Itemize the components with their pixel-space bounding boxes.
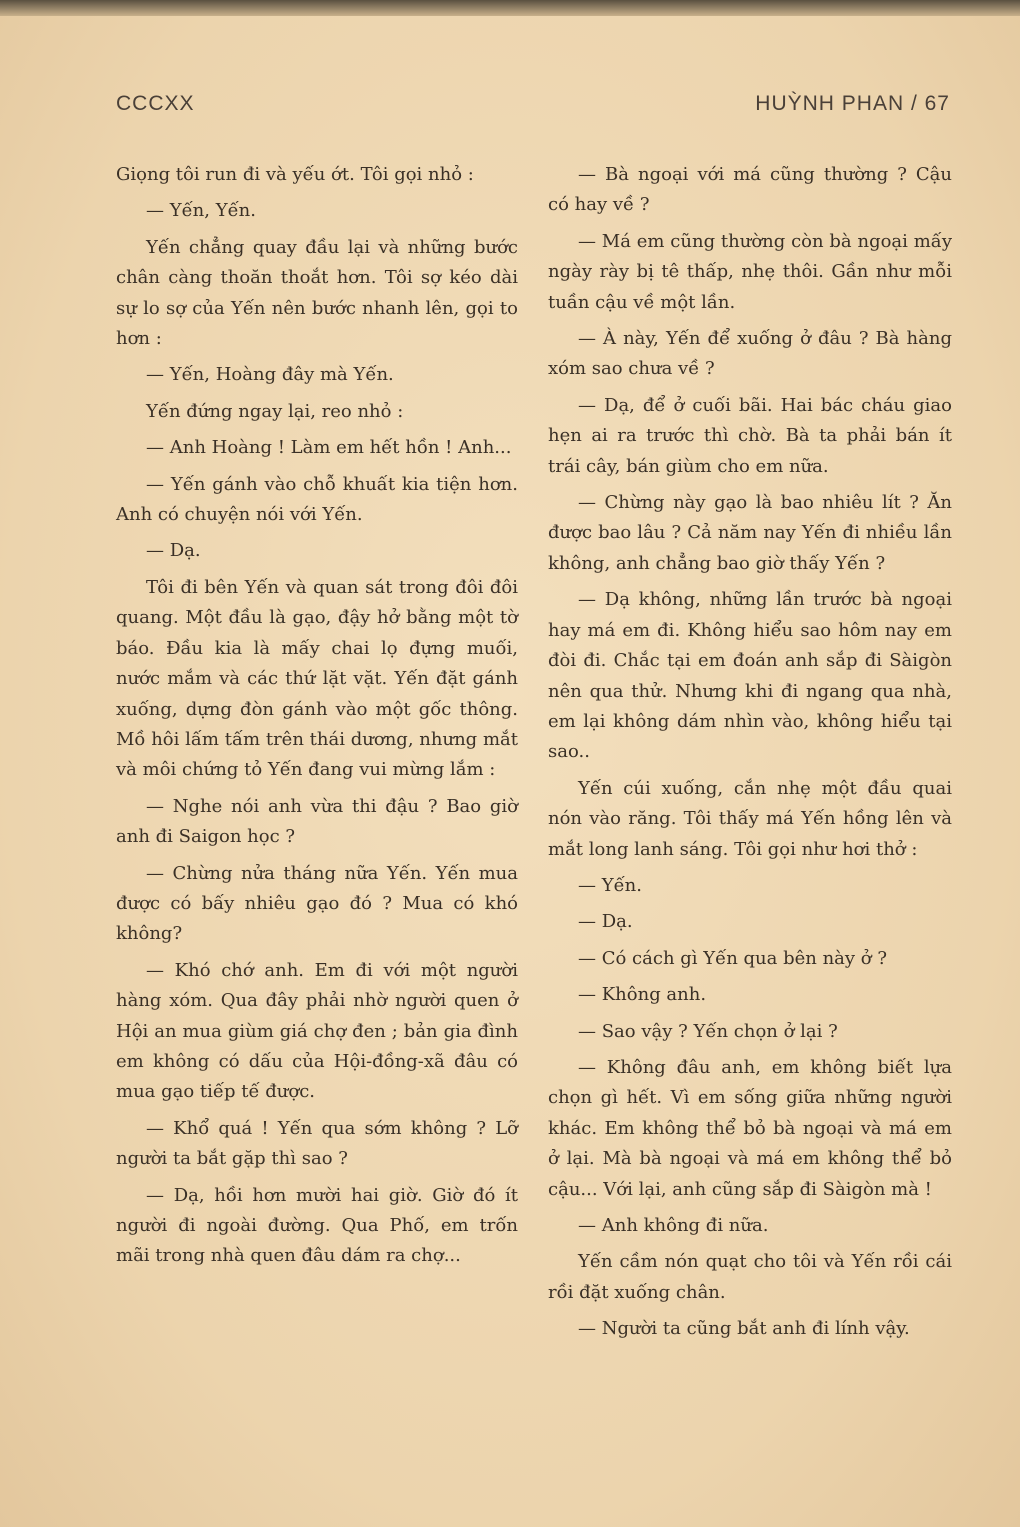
- paragraph: — Sao vậy ? Yến chọn ở lại ?: [578, 1020, 838, 1042]
- paragraph: — Có cách gì Yến qua bên này ở ?: [578, 947, 888, 969]
- paragraph: — Yến, Hoàng đây mà Yến.: [146, 364, 394, 386]
- paragraph: Tôi đi bên Yến và quan sát trong đôi đôi quang. Một đầu là gạo, đậy hở bằng một tờ báo. Đầu kia là mấy chai lọ đựng muối, nước mắm và các thứ lặt vặt. Yến đặt gánh xuống, dựng đòn gánh vào một gốc thông. Mồ hôi lấm tấm trên thái dương, nhưng mắt và môi chứng tỏ Yến đang vui mừng lắm :: [116, 576, 518, 781]
- paragraph: — Yến gánh vào chỗ khuất kia tiện hơn. Anh có chuyện nói với Yến.: [116, 473, 518, 526]
- paragraph: — Khó chớ anh. Em đi với một người hàng xóm. Qua đây phải nhờ người quen ở Hội an mua giùm giá chợ đen ; bản gia đình em không có dấu của Hội-đồng-xã đâu có mua gạo tiếp tế được.: [116, 959, 518, 1103]
- paragraph: Giọng tôi run đi và yếu ớt. Tôi gọi nhỏ :: [116, 164, 474, 185]
- paragraph: — Anh không đi nữa.: [578, 1215, 769, 1236]
- paragraph: — Má em cũng thường còn bà ngoại mấy ngày rày bị tê thấp, nhẹ thôi. Gần như mỗi tuần cậu về một lần.: [548, 230, 952, 313]
- paragraph: — Bà ngoại với má cũng thường ? Cậu có hay về ?: [548, 164, 952, 216]
- paragraph: Yến cúi xuống, cắn nhẹ một đầu quai nón vào răng. Tôi thấy má Yến hồng lên và mắt long lanh sáng. Tôi gọi như hơi thở :: [548, 777, 952, 860]
- paragraph: — Khổ quá ! Yến qua sớm không ? Lỡ người ta bắt gặp thì sao ?: [116, 1117, 518, 1170]
- paragraph: — Dạ, để ở cuối bãi. Hai bác cháu giao hẹn ai ra trước thì chờ. Bà ta phải bán ít trái cây, bán giùm cho em nữa.: [548, 394, 952, 477]
- paragraph: — Không đâu anh, em không biết lựa chọn gì hết. Vì em sống giữa những người khác. Em không thể bỏ bà ngoại và má em ở lại. Mà bà ngoại và má em không thể bỏ cậu... Với lại, anh cũng sắp đi Sàigòn mà !: [548, 1056, 952, 1200]
- paragraph: — Dạ.: [578, 911, 633, 933]
- paragraph: — Anh Hoàng ! Làm em hết hồn ! Anh...: [146, 437, 512, 459]
- paragraph: — Người ta cũng bắt anh đi lính vậy.: [578, 1318, 910, 1340]
- paragraph: — Yến.: [578, 874, 642, 896]
- paragraph: — Dạ không, những lần trước bà ngoại hay má em đi. Không hiểu sao hôm nay em đòi đi. Chắc tại em đoán anh sắp đi Sàigòn nên qua thử. Nhưng khi đi ngang qua nhà, em lại không dám nhìn vào, không hiểu tại sao..: [548, 589, 952, 763]
- right-text-column: [548, 160, 952, 1351]
- paragraph: Yến cầm nón quạt cho tôi và Yến rồi cái rồi đặt xuống chân.: [548, 1251, 952, 1303]
- paragraph: — Không anh.: [578, 984, 707, 1006]
- chapter-roman-numeral: CCCXX: [116, 92, 195, 115]
- paragraph: — Dạ, hồi hơn mười hai giờ. Giờ đó ít người đi ngoài đường. Qua Phố, em trốn mãi trong nhà quen đâu dám ra chợ...: [116, 1184, 518, 1267]
- page-top-edge: [0, 0, 1020, 16]
- paragraph: Yến chẳng quay đầu lại và những bước chân càng thoăn thoắt hơn. Tôi sợ kéo dài sự lo sợ của Yến nên bước nhanh lên, gọi to hơn :: [116, 236, 518, 350]
- running-title: HUỲNH PHAN / 67: [755, 92, 950, 115]
- paragraph: — Chừng này gạo là bao nhiêu lít ? Ăn được bao lâu ? Cả năm nay Yến đi nhiều lần không, anh chẳng bao giờ thấy Yến ?: [548, 492, 952, 574]
- paragraph: — Chừng nửa tháng nữa Yến. Yến mua được có bấy nhiêu gạo đó ? Mua có khó không?: [116, 862, 518, 945]
- paragraph: — Yến, Yến.: [146, 200, 256, 222]
- paragraph: — À này, Yến để xuống ở đâu ? Bà hàng xóm sao chưa về ?: [548, 328, 952, 380]
- paragraph: — Dạ.: [146, 540, 201, 562]
- paragraph: — Nghe nói anh vừa thi đậu ? Bao giờ anh đi Saigon học ?: [116, 795, 518, 848]
- left-text-column: [116, 160, 518, 1278]
- paragraph: Yến đứng ngay lại, reo nhỏ :: [146, 400, 404, 422]
